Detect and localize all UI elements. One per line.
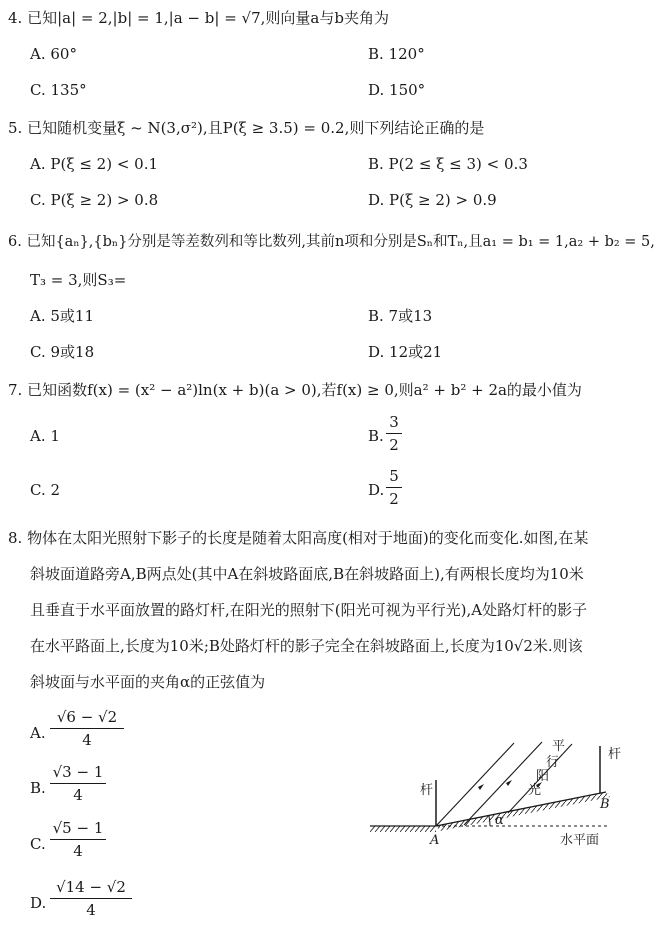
sunlight-label-1: 平 (552, 739, 566, 754)
question-6-stem-line1: 6. 已知{aₙ},{bₙ}分别是等差数列和等比数列,其前n项和分别是Sₙ和Tₙ,且a₁ = b₁ = 1,a₂ + b₂ = 5, (8, 234, 655, 250)
q8-option-a-label: A. (30, 724, 46, 742)
slope-line (436, 792, 606, 826)
fraction-bar (50, 898, 132, 899)
point-a-label: A (430, 833, 440, 848)
question-8-line5: 斜坡面与水平面的夹角α的正弦值为 (30, 673, 266, 691)
point-b-label: B (600, 797, 610, 812)
question-8-line4: 在水平路面上,长度为10米;B处路灯杆的影子完全在斜坡路面上,长度为10√2米.则该 (30, 637, 583, 655)
q7-option-b-fraction (386, 412, 402, 455)
q6-option-c: C. 9或18 (30, 343, 95, 361)
q7-option-b-label: B. (368, 427, 384, 445)
q8-option-c-denominator: 4 (73, 842, 83, 860)
question-8-line1: 8. 物体在太阳光照射下影子的长度是随着太阳高度(相对于地面)的变化而变化.如图,在某 (8, 529, 589, 547)
q8-option-b-fraction (50, 762, 106, 805)
q4-option-a: A. 60° (30, 45, 77, 63)
sunlight-label-2: 行 (546, 755, 560, 770)
question-5-stem: 5. 已知随机变量ξ ~ N(3,σ²),且P(ξ ≥ 3.5) = 0.2,则下列结论正确的是 (8, 119, 485, 137)
q5-option-c: C. P(ξ ≥ 2) > 0.8 (30, 191, 159, 209)
pole-b-label: 杆 (608, 747, 622, 762)
fraction-bar (386, 487, 402, 488)
q7-option-d-numerator: 5 (389, 467, 399, 485)
q8-option-a-fraction (50, 707, 124, 750)
q5-option-b: B. P(2 ≤ ξ ≤ 3) < 0.3 (368, 155, 528, 173)
q8-option-b-denominator: 4 (73, 786, 83, 804)
fraction-bar (386, 433, 402, 434)
fraction-bar (50, 728, 124, 729)
q7-option-d-label: D. (368, 481, 385, 499)
q5-option-a: A. P(ξ ≤ 2) < 0.1 (30, 155, 159, 173)
q8-option-b-numerator: √3 − 1 (52, 763, 104, 781)
pole-a-label: 杆 (420, 783, 434, 798)
arrow-icon (506, 780, 512, 786)
q7-option-b-numerator: 3 (389, 413, 399, 431)
q8-option-d-numerator: √14 − √2 (56, 878, 126, 896)
q6-option-b: B. 7或13 (368, 307, 433, 325)
question-8-line2: 斜坡面道路旁A,B两点处(其中A在斜坡路面底,B在斜坡路面上),有两根长度均为10米 (30, 565, 584, 583)
q7-option-d-denominator: 2 (389, 490, 399, 508)
arrow-icon (478, 784, 484, 790)
q8-option-d-denominator: 4 (86, 901, 96, 919)
question-7-stem: 7. 已知函数f(x) = (x² − a²)ln(x + b)(a > 0),若f(x) ≥ 0,则a² + b² + 2a的最小值为 (8, 381, 582, 399)
question-4-stem: 4. 已知|a| = 2,|b| = 1,|a − b| = √7,则向量a与b夹角为 (8, 9, 389, 27)
fraction-bar (50, 783, 106, 784)
q6-option-a: A. 5或11 (30, 307, 94, 325)
q8-option-b-label: B. (30, 779, 46, 797)
q4-option-b: B. 120° (368, 45, 425, 63)
q8-option-a-numerator: √6 − √2 (56, 708, 118, 726)
slope-diagram (360, 736, 660, 856)
q7-option-b-denominator: 2 (389, 436, 399, 454)
q8-option-c-label: C. (30, 835, 46, 853)
ground-hatching (370, 826, 436, 832)
sunlight-label-3: 阳 (536, 769, 550, 784)
q4-option-d: D. 150° (368, 81, 426, 99)
q5-option-d: D. P(ξ ≥ 2) > 0.9 (368, 191, 497, 209)
q6-option-d: D. 12或21 (368, 343, 443, 361)
q8-option-c-fraction (50, 818, 106, 861)
q8-option-a-denominator: 4 (82, 731, 92, 749)
q7-option-c: C. 2 (30, 481, 61, 499)
q4-option-c: C. 135° (30, 81, 87, 99)
angle-label: α (495, 813, 504, 828)
ground-label: 水平面 (560, 833, 600, 848)
q7-option-d-fraction (386, 466, 402, 509)
q7-option-a: A. 1 (30, 427, 60, 445)
q8-option-d-label: D. (30, 894, 47, 912)
sunlight-label-4: 光 (528, 783, 542, 798)
question-6-stem-line2: T₃ = 3,则S₃= (30, 271, 127, 289)
question-8-line3: 且垂直于水平面放置的路灯杆,在阳光的照射下(阳光可视为平行光),A处路灯杆的影子 (30, 601, 588, 619)
q8-option-c-numerator: √5 − 1 (52, 819, 104, 837)
q8-option-d-fraction (50, 877, 132, 920)
fraction-bar (50, 839, 106, 840)
